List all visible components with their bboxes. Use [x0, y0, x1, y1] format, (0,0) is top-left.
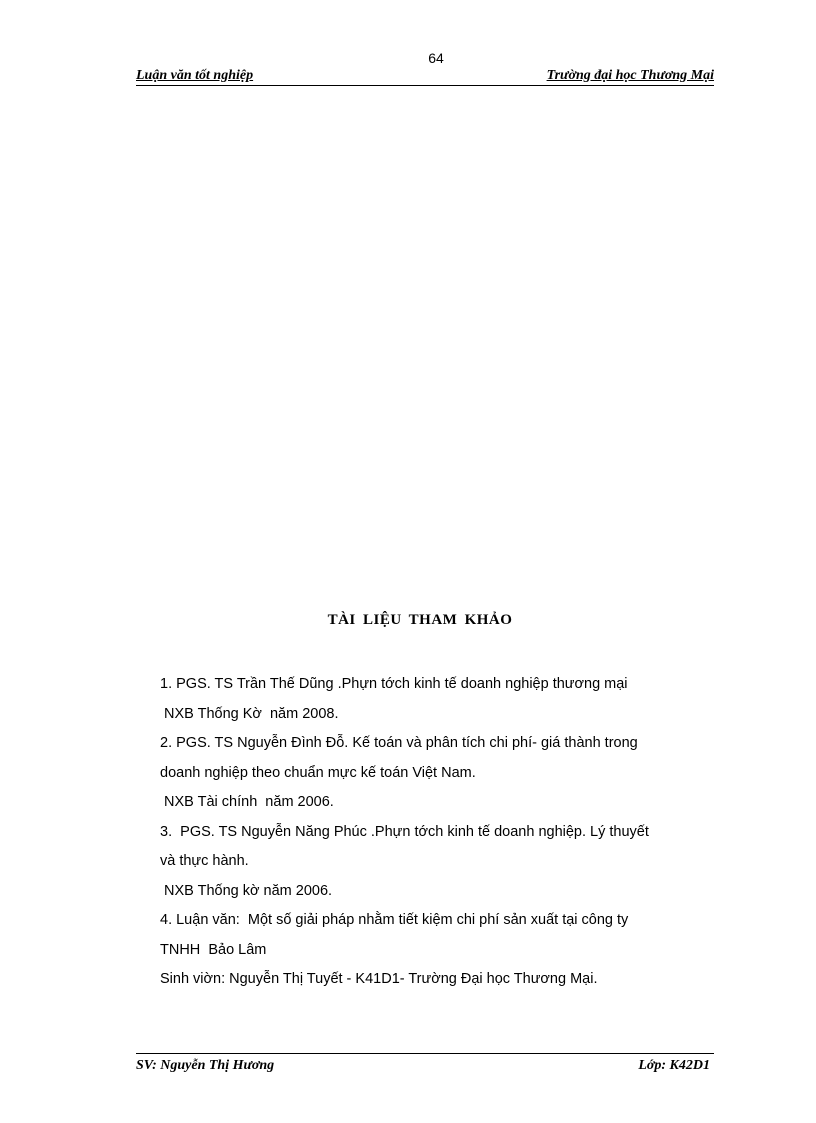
reference-line: doanh nghiệp theo chuẩn mực kế toán Việt Nam. [160, 764, 476, 781]
footer-class-code: Lớp: K42D1 [638, 1058, 710, 1073]
reference-line: TNHH Bảo Lâm [160, 941, 267, 958]
reference-line: NXB Thống kờ năm 2006. [160, 882, 333, 899]
references-list [160, 670, 710, 995]
header-university-label: Trường đại học Thương Mại [546, 68, 714, 83]
page-header [136, 67, 714, 86]
footer-student-name: SV: Nguyễn Thị Hương [136, 1058, 275, 1073]
page-footer [136, 1053, 714, 1077]
reference-line: NXB Thống Kờ năm 2008. [160, 705, 339, 722]
header-thesis-label: Luận văn tốt nghiệp [136, 68, 254, 83]
reference-line: 2. PGS. TS Nguyễn Đình Đỗ. Kế toán và phân tích chi phí- giá thành trong [160, 735, 638, 751]
page-number: 64 [428, 50, 444, 66]
reference-line: 1. PGS. TS Trần Thế Dũng .Phựn tớch kinh tế doanh nghiệp thương mại [160, 676, 628, 692]
reference-line: NXB Tài chính năm 2006. [160, 794, 334, 810]
reference-line: 4. Luận văn: Một số giải pháp nhằm tiết kiệm chi phí sản xuất tại công ty [160, 912, 629, 928]
reference-line: 3. PGS. TS Nguyễn Năng Phúc .Phựn tớch kinh tế doanh nghiệp. Lý thuyết [160, 823, 649, 840]
reference-line: Sinh viờn: Nguyễn Thị Tuyết - K41D1- Trường Đại học Thương Mại. [160, 971, 598, 987]
reference-line: và thực hành. [160, 853, 249, 869]
references-title: TÀI LIỆU THAM KHẢO [327, 612, 513, 628]
